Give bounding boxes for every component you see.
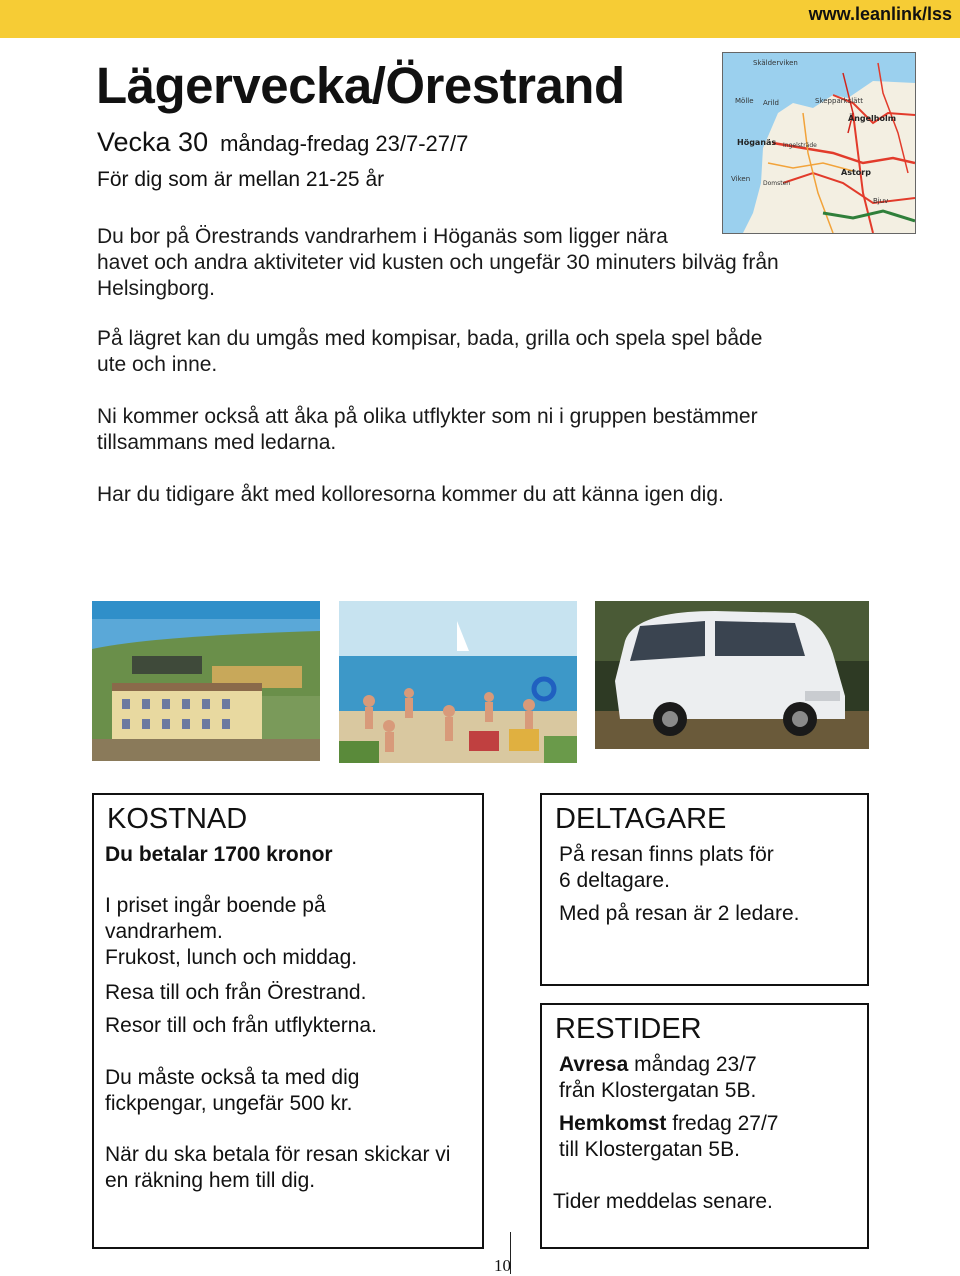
text-line: På resan finns plats för [559,843,774,866]
travel-item: Resa till och från Örestrand. [105,981,367,1004]
returning-paragraph [97,482,724,508]
age-line: För dig som är mellan 21-25 år [97,168,385,191]
pocket-money-text [105,1065,359,1117]
map-label: Bjuv [873,197,889,205]
text-line: ute och inne. [97,353,218,376]
text-line: Har du tidigare åkt med kolloresorna kommer du att känna igen dig. [97,483,724,506]
map-label: Astorp [841,168,871,177]
text-line: Du bor på Örestrands vandrarhem i Höganäs som ligger nära [97,225,668,248]
minibus-photo [595,601,869,749]
page-subtitle [97,127,468,158]
deltagare-heading: DELTAGARE [555,803,727,835]
participants-text [559,842,774,894]
page-number: 10 [494,1256,511,1275]
text-line: vandrarhem. [105,920,223,943]
text-line: Helsingborg. [97,277,215,300]
text-line: När du ska betala för resan skickar vi [105,1143,451,1166]
return-label: Hemkomst [559,1112,667,1135]
page-title: Lägervecka/Örestrand [96,57,625,114]
departure-text [559,1052,757,1104]
text-line: Ni kommer också att åka på olika utflykter som ni i gruppen bestämmer [97,405,758,428]
map-label: Höganäs [737,138,777,147]
times-note: Tider meddelas senare. [553,1190,773,1213]
price-line: Du betalar 1700 kronor [105,843,333,866]
kostnad-box [92,793,484,1249]
text-line: På lägret kan du umgås med kompisar, bada, grilla och spela spel både [97,327,763,350]
map-label: Ingelsträde [783,142,817,149]
text-line: Frukost, lunch och middag. [105,946,358,969]
return-date: fredag 27/7 [672,1112,779,1135]
date-range: måndag-fredag 23/7-27/7 [220,131,469,156]
departure-label: Avresa [559,1053,629,1076]
map-label: Mölle [735,97,754,105]
map-illustration [723,53,915,233]
text-line: 6 deltagare. [559,869,670,892]
departure-date: måndag 23/7 [634,1053,757,1076]
text-line: Du måste också ta med dig [105,1066,360,1089]
intro-paragraph [97,224,779,302]
included-text [105,893,357,971]
deltagare-box [540,793,869,986]
map-label: Skepparkslätt [815,97,864,105]
leaders-text: Med på resan är 2 ledare. [559,902,800,925]
restider-box [540,1003,869,1249]
map-label: Ängelholm [848,114,897,123]
excursion-item: Resor till och från utflykterna. [105,1014,377,1037]
restider-heading: RESTIDER [555,1013,702,1045]
return-text [559,1111,778,1163]
map-label: Skälderviken [753,59,798,67]
beach-photo [339,601,577,763]
excursions-paragraph [97,404,758,456]
text-line: fickpengar, ungefär 500 kr. [105,1092,353,1115]
text-line: I priset ingår boende på [105,894,326,917]
invoice-text [105,1142,450,1194]
week-label: Vecka 30 [97,127,209,157]
return-location: till Klostergatan 5B. [559,1138,740,1161]
kostnad-heading: KOSTNAD [107,803,248,835]
hostel-photo [92,601,320,761]
area-map [722,52,916,234]
text-line: tillsammans med ledarna. [97,431,337,454]
map-label: Domsten [763,180,791,187]
header-url[interactable]: www.leanlink/lss [808,4,952,24]
text-line: en räkning hem till dig. [105,1169,316,1192]
departure-location: från Klostergatan 5B. [559,1079,757,1102]
map-label: Viken [731,175,751,183]
activities-paragraph [97,326,762,378]
map-label: Arild [763,99,779,107]
text-line: havet och andra aktiviteter vid kusten och ungefär 30 minuters bilväg från [97,251,779,274]
header-bar [0,0,960,38]
